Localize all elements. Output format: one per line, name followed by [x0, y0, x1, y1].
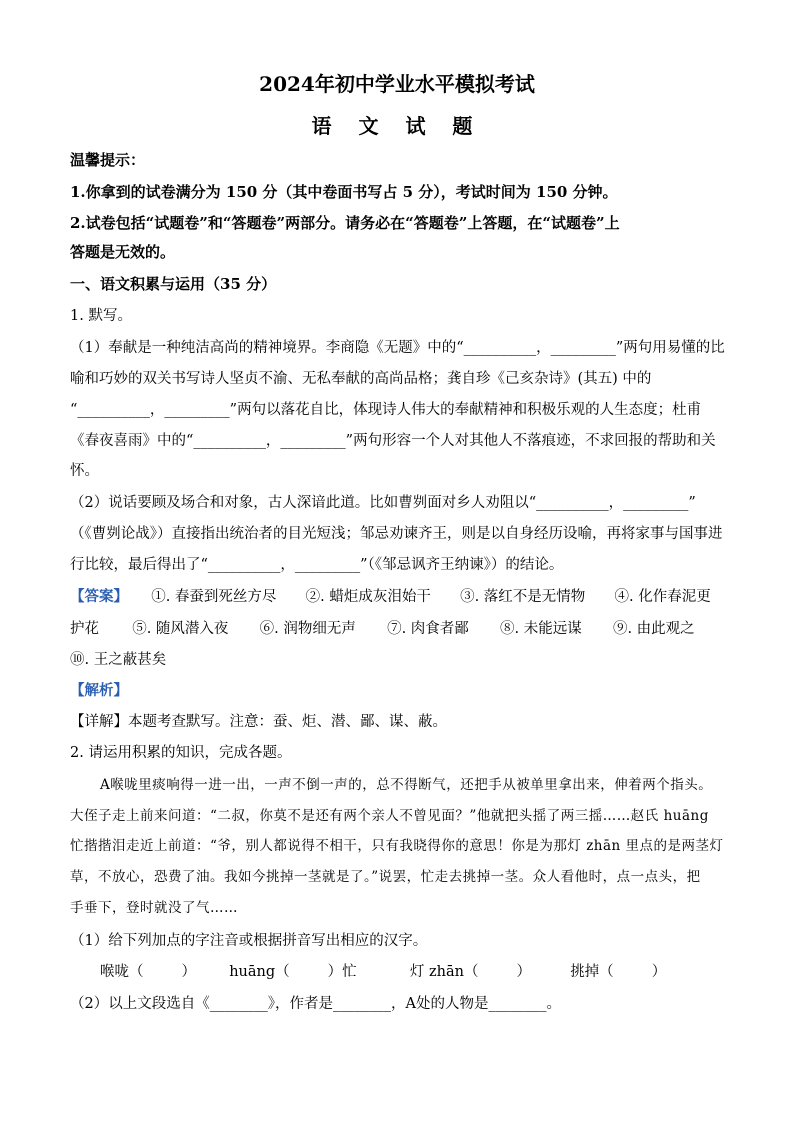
answer-line-1 — [70, 587, 730, 607]
tips-heading: 温馨提示： — [70, 151, 146, 169]
tips-line-2b: 答题是无效的。 — [70, 243, 176, 261]
answer-item-4: ④. 化作春泥更 — [614, 589, 711, 605]
answer-item-3: ③. 落红不是无情物 — [460, 589, 586, 605]
exam-title: 2024年初中学业水平模拟考试 — [259, 72, 535, 96]
answer-line-3 — [70, 650, 730, 670]
question-2-label: 2. 请运用积累的知识，完成各题。 — [70, 745, 292, 761]
tips-line-2a: 2.试卷包括“试题卷”和“答题卷”两部分。请务必在“答题卷”上答题，在“试题卷”上 — [70, 214, 620, 232]
answer-item-4-cont: 护花 — [70, 621, 99, 637]
q1-para2-line3: 行比较，最后得出了“__________，_________”（《邹忌讽齐王纳谏》）的结论。 — [70, 557, 564, 573]
pinyin-row — [100, 962, 667, 982]
q2-sub2: （2）以上文段选自《________》，作者是________，A处的人物是________。 — [70, 996, 561, 1012]
q1-para1-line1: （1）奉献是一种纯洁高尚的精神境界。李商隐《无题》中的“__________，_________”两句用易懂的比 — [70, 340, 725, 356]
analysis-label: 【解析】 — [70, 682, 128, 699]
pinyin-item-tiaodiao: 挑掉（ ） — [570, 964, 667, 980]
answer-item-7: ⑦. 肉食者鄙 — [387, 621, 469, 637]
pinyin-item-zhan: 灯 zhān（ ） — [409, 964, 531, 980]
answer-item-8: ⑧. 未能远谋 — [500, 621, 582, 637]
pinyin-item-houlong: 喉咙（ ） — [100, 964, 196, 980]
exam-subtitle: 语 文 试 题 — [311, 114, 483, 138]
answer-item-6: ⑥. 润物细无声 — [259, 621, 356, 637]
answer-item-1: ①. 春蚕到死丝方尽 — [151, 589, 277, 605]
q1-para1-line2: 喻和巧妙的双关书写诗人坚贞不渝、无私奉献的高尚品格；龚自珍《己亥杂诗》(其五) 中的 — [70, 371, 652, 387]
q1-para2-line2: （《曹刿论战》）直接指出统治者的目光短浅；邹忌劝谏齐王，则是以自身经历设喻，再将家事与国事进 — [70, 526, 723, 542]
answer-label: 【答案】 — [70, 588, 128, 605]
passage-line-4: 草，不放心，恐费了油。我如今挑掉一茎就是了。”说罢，忙走去挑掉一茎。众人看他时，点一点头，把 — [70, 869, 701, 885]
answer-item-10: ⑩. 王之蔽甚矣 — [70, 652, 167, 668]
passage-line-3: 忙揩揩泪走近上前道：“爷，别人都说得不相干，只有我晓得你的意思！你是为那灯 zhān 里点的是两茎灯 — [70, 838, 724, 854]
q1-para1-line3: “__________，_________”两句以落花自比，体现诗人伟大的奉献精神和积极乐观的人生态度；杜甫 — [70, 402, 702, 418]
passage-line-5: 手垂下，登时就没了气…… — [70, 900, 238, 916]
passage-line-2: 大侄子走上前来问道：“二叔，你莫不是还有两个亲人不曾见面？”他就把头摇了两三摇……赵氏 huāng — [70, 808, 709, 824]
question-1-label: 1. 默写。 — [70, 308, 132, 324]
section-heading: 一、语文积累与运用（35 分） — [70, 275, 277, 293]
analysis-detail: 【详解】本题考查默写。注意：蚕、炬、潜、鄙、谋、蔽。 — [70, 714, 447, 730]
answer-line-2 — [70, 619, 730, 639]
answer-item-9: ⑨. 由此观之 — [612, 621, 695, 637]
answer-item-2: ②. 蜡炬成灰泪始干 — [305, 589, 431, 605]
q1-para2-line1: （2）说话要顾及场合和对象，古人深谙此道。比如曹刿面对乡人劝阻以“__________，_________” — [70, 495, 696, 511]
tips-line-1: 1.你拿到的试卷满分为 150 分（其中卷面书写占 5 分），考试时间为 150 分钟。 — [70, 183, 618, 201]
passage-line-1: A喉咙里痰响得一进一出，一声不倒一声的，总不得断气，还把手从被单里拿出来，伸着两个指头。 — [100, 777, 713, 793]
q1-para1-line5: 怀。 — [70, 463, 99, 479]
pinyin-item-huang: huāng（ ）忙 — [229, 964, 357, 980]
q1-para1-line4: 《春夜喜雨》中的“__________，_________”两句形容一个人对其他人不落痕迹，不求回报的帮助和关 — [70, 433, 716, 449]
answer-item-5: ⑤. 随风潜入夜 — [132, 621, 229, 637]
q2-sub1: （1）给下列加点的字注音或根据拼音写出相应的汉字。 — [70, 933, 428, 949]
